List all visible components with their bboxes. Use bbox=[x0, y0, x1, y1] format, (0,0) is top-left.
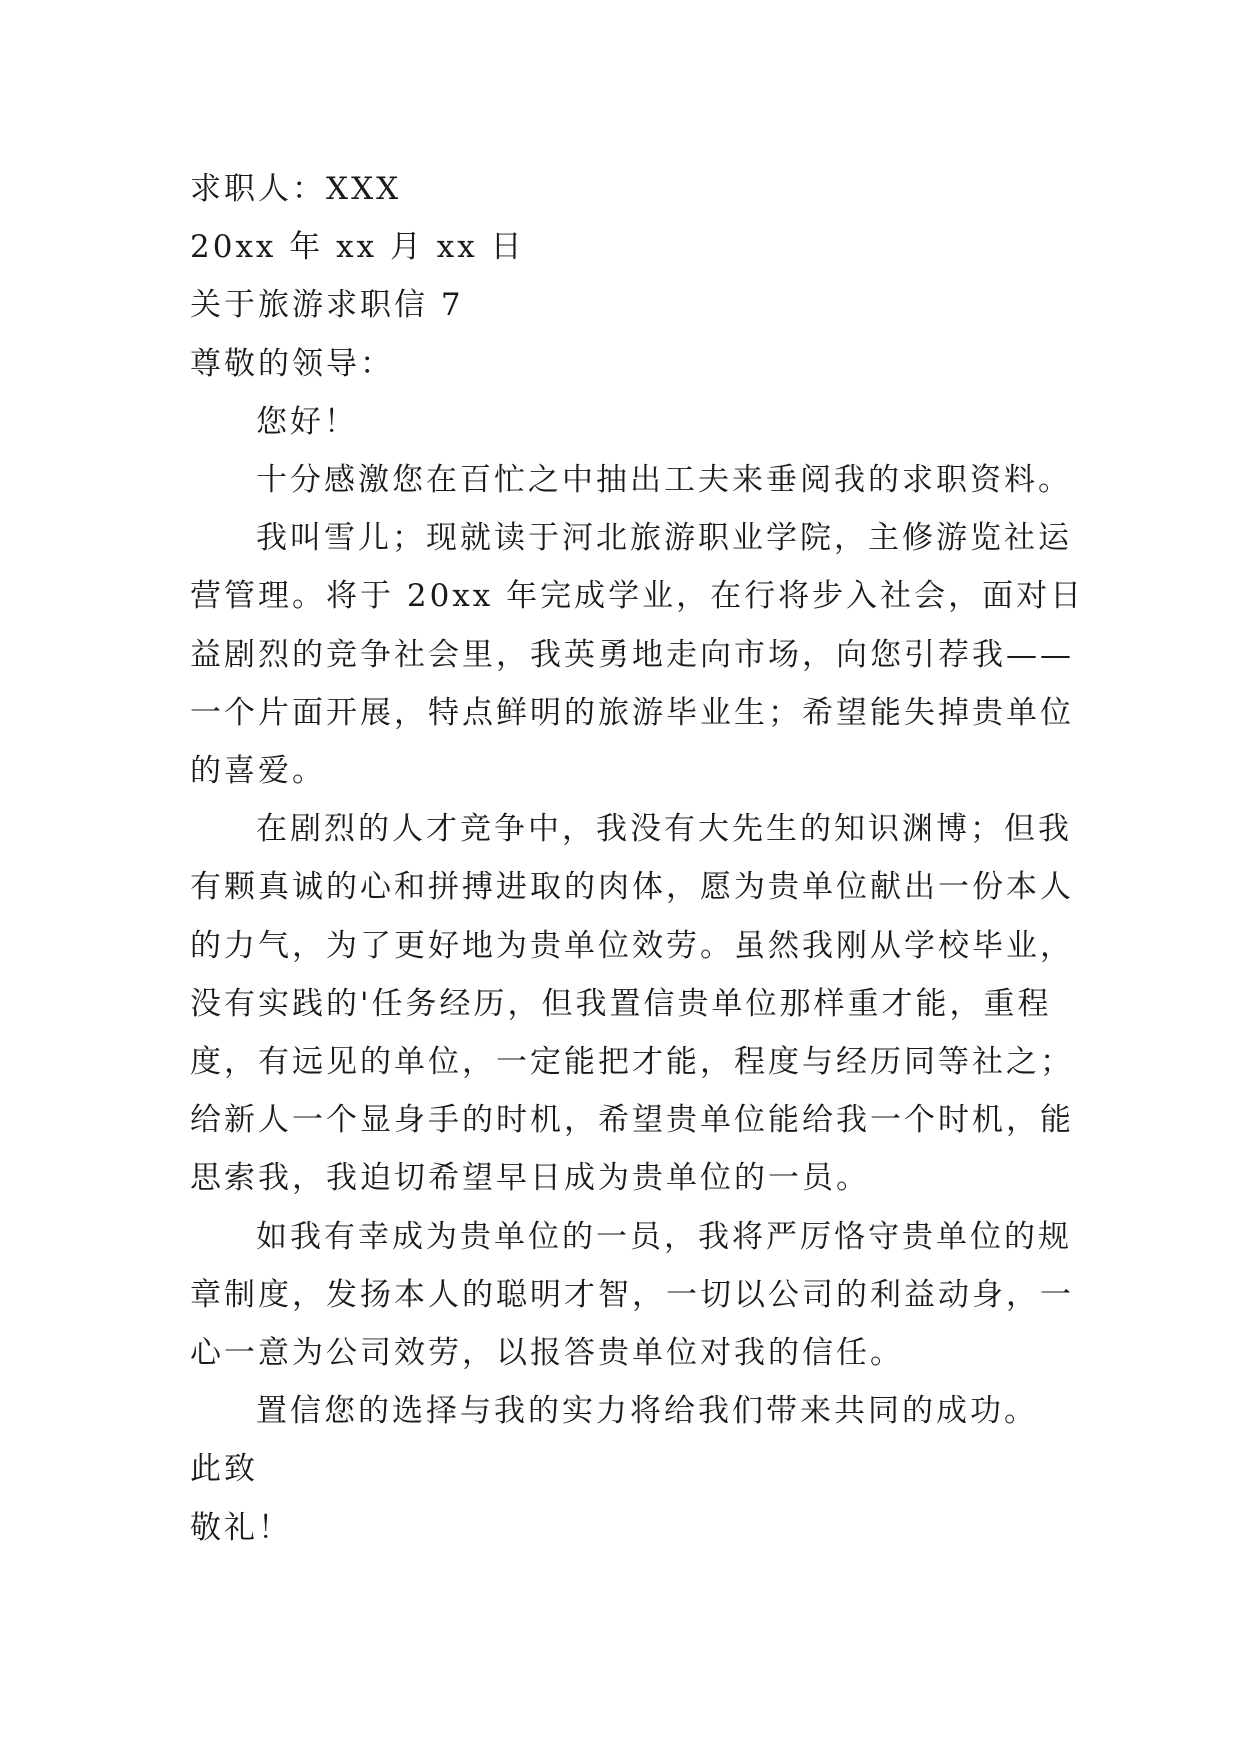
paragraph-line: 在剧烈的人才竞争中，我没有大先生的知识渊博；但我 bbox=[256, 811, 1072, 848]
paragraph-line: 的力气，为了更好地为贵单位效劳。虽然我刚从学校毕业， bbox=[190, 927, 1074, 964]
paragraph-line: 如我有幸成为贵单位的一员，我将严厉恪守贵单位的规 bbox=[256, 1218, 1072, 1255]
paragraph-line: 十分感激您在百忙之中抽出工夫来垂阅我的求职资料。 bbox=[256, 462, 1072, 499]
greeting: 您好！ bbox=[256, 403, 358, 440]
closing-line: 此致 bbox=[190, 1451, 258, 1488]
letter-title: 关于旅游求职信 7 bbox=[190, 287, 464, 324]
paragraph-line: 置信您的选择与我的实力将给我们带来共同的成功。 bbox=[256, 1393, 1038, 1430]
paragraph-line: 度，有远见的单位，一定能把才能，程度与经历同等社之； bbox=[190, 1044, 1074, 1081]
paragraph-line: 章制度，发扬本人的聪明才智，一切以公司的利益动身，一 bbox=[190, 1276, 1074, 1313]
paragraph-line: 益剧烈的竞争社会里，我英勇地走向市场，向您引荐我—— bbox=[190, 636, 1074, 673]
date-line: 20xx 年 xx 月 xx 日 bbox=[190, 229, 525, 266]
paragraph-line: 心一意为公司效劳，以报答贵单位对我的信任。 bbox=[190, 1335, 904, 1372]
paragraph-line: 给新人一个显身手的时机，希望贵单位能给我一个时机，能 bbox=[190, 1102, 1074, 1139]
paragraph-line: 有颗真诚的心和拼搏进取的肉体，愿为贵单位献出一份本人 bbox=[190, 869, 1074, 906]
closing-line: 敬礼！ bbox=[190, 1509, 292, 1546]
letter-body bbox=[190, 160, 1085, 1557]
applicant-line: 求职人：XXX bbox=[190, 171, 402, 207]
paragraph-line: 一个片面开展，特点鲜明的旅游毕业生；希望能失掉贵单位 bbox=[190, 694, 1074, 731]
paragraph-line: 我叫雪儿；现就读于河北旅游职业学院，主修游览社运 bbox=[256, 520, 1072, 557]
paragraph-line: 思索我，我迫切希望早日成为贵单位的一员。 bbox=[190, 1160, 870, 1197]
salutation: 尊敬的领导： bbox=[190, 345, 394, 382]
paragraph-line: 的喜爱。 bbox=[190, 753, 326, 790]
paragraph-line: 营管理。将于 20xx 年完成学业，在行将步入社会，面对日 bbox=[190, 578, 1085, 615]
paragraph-line: 没有实践的'任务经历，但我置信贵单位那样重才能，重程 bbox=[190, 985, 1052, 1022]
